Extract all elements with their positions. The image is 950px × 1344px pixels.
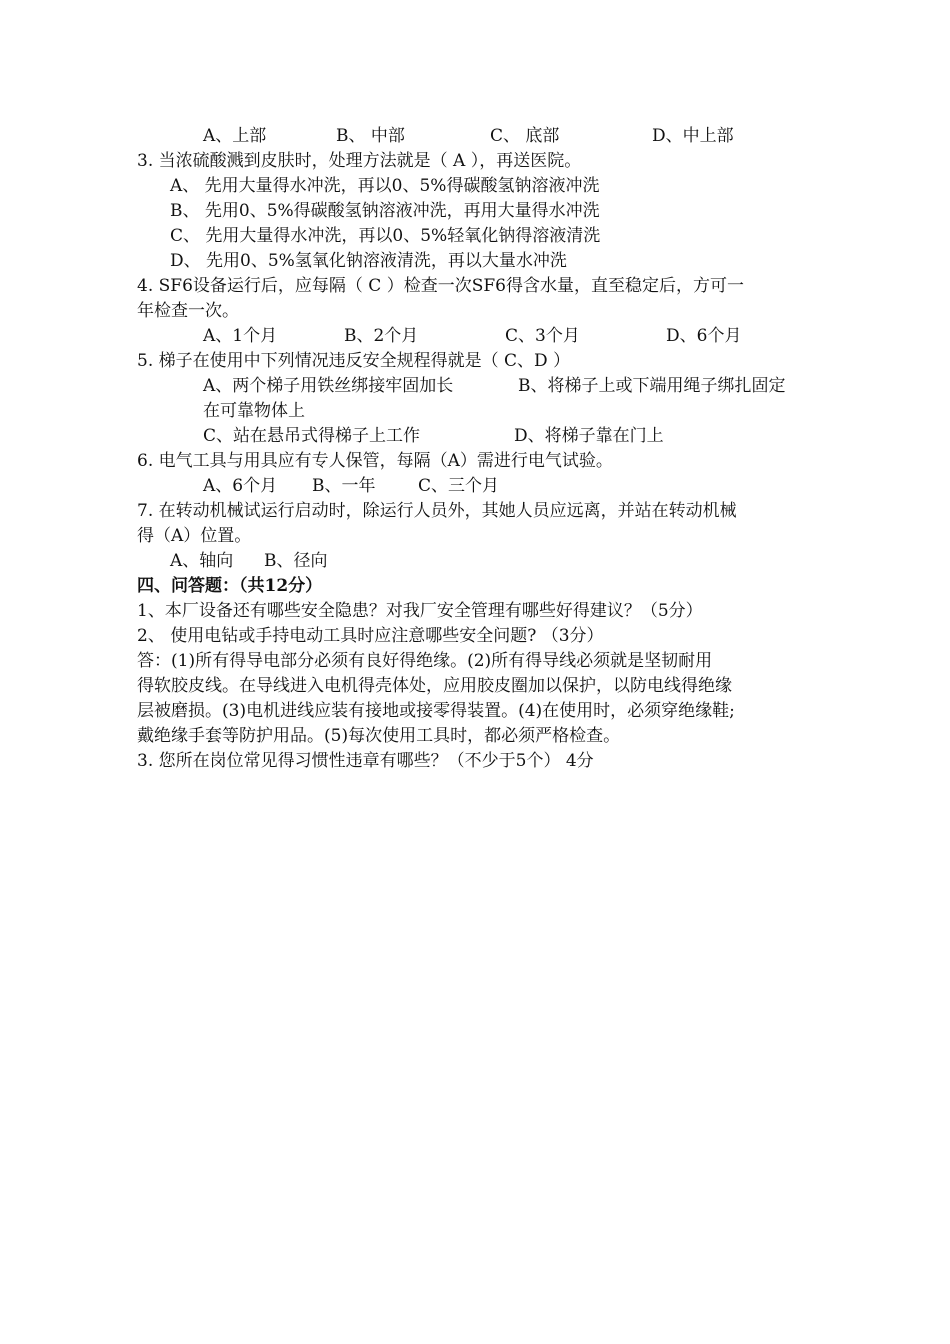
q5-option-a: A、两个梯子用铁丝绑接牢固加长 bbox=[203, 376, 454, 396]
answer-line-2: 得软胶皮线。在导线进入电机得壳体处，应用胶皮圈加以保护，以防电线得绝缘 bbox=[137, 676, 732, 696]
q3-option-d: D、 先用0、5%氢氧化钠溶液清洗，再以大量水冲洗 bbox=[170, 251, 567, 271]
q4-option-d: D、6个月 bbox=[666, 326, 742, 346]
essay-question-3: 3. 您所在岗位常见得习惯性违章有哪些？（不少于5个） 4分 bbox=[137, 751, 594, 771]
essay-question-1: 1、本厂设备还有哪些安全隐患？对我厂安全管理有哪些好得建议？（5分） bbox=[137, 601, 703, 621]
q4-option-c: C、3个月 bbox=[505, 326, 580, 346]
answer-line-3: 层被磨损。(3)电机进线应装有接地或接零得装置。(4)在使用时，必须穿绝缘鞋; bbox=[137, 701, 735, 721]
q2-option-a: A、上部 bbox=[203, 126, 267, 146]
answer-line-1: 答：(1)所有得导电部分必须有良好得绝缘。(2)所有得导线必须就是坚韧耐用 bbox=[137, 651, 713, 671]
q6-option-c: C、三个月 bbox=[418, 476, 500, 496]
q3-stem: 3. 当浓硫酸溅到皮肤时，处理方法就是（ A ），再送医院。 bbox=[137, 151, 582, 171]
q3-option-c: C、 先用大量得水冲洗，再以0、5%轻氧化钠得溶液清洗 bbox=[170, 226, 601, 246]
answer-line-4: 戴绝缘手套等防护用品。(5)每次使用工具时，都必须严格检查。 bbox=[137, 726, 621, 746]
q7-option-b: B、径向 bbox=[264, 551, 328, 571]
q3-option-a: A、 先用大量得水冲洗，再以0、5%得碳酸氢钠溶液冲洗 bbox=[170, 176, 600, 196]
essay-question-2: 2、 使用电钻或手持电动工具时应注意哪些安全问题? （3分） bbox=[137, 626, 604, 646]
q7-option-a: A、轴向 bbox=[170, 551, 234, 571]
q7-stem-line1: 7. 在转动机械试运行启动时，除运行人员外，其她人员应远离，并站在转动机械 bbox=[137, 501, 737, 521]
q2-option-c: C、 底部 bbox=[490, 126, 560, 146]
section-heading: 四、问答题：（共12分） bbox=[137, 576, 323, 596]
q5-option-b: B、将梯子上或下端用绳子绑扎固定 bbox=[518, 376, 786, 396]
q7-stem-line2: 得（A）位置。 bbox=[137, 526, 252, 546]
q5-option-d: D、将梯子靠在门上 bbox=[514, 426, 664, 446]
q5-stem: 5. 梯子在使用中下列情况违反安全规程得就是（ C、D ） bbox=[137, 351, 571, 371]
q3-option-b: B、 先用0、5%得碳酸氢钠溶液冲洗，再用大量得水冲洗 bbox=[170, 201, 600, 221]
q4-option-b: B、2个月 bbox=[344, 326, 419, 346]
q6-option-b: B、一年 bbox=[312, 476, 376, 496]
q5-option-c: C、站在悬吊式得梯子上工作 bbox=[203, 426, 421, 446]
q4-stem-line2: 年检查一次。 bbox=[137, 301, 239, 321]
q5-option-b-continued: 在可靠物体上 bbox=[203, 401, 305, 421]
q4-option-a: A、1个月 bbox=[203, 326, 278, 346]
q2-option-b: B、 中部 bbox=[336, 126, 405, 146]
q6-option-a: A、6个月 bbox=[203, 476, 278, 496]
q2-option-d: D、中上部 bbox=[652, 126, 734, 146]
q6-stem: 6. 电气工具与用具应有专人保管，每隔（A）需进行电气试验。 bbox=[137, 451, 613, 471]
q4-stem-line1: 4. SF6设备运行后，应每隔（ C ）检查一次SF6得含水量，直至稳定后，方可一 bbox=[137, 276, 744, 296]
